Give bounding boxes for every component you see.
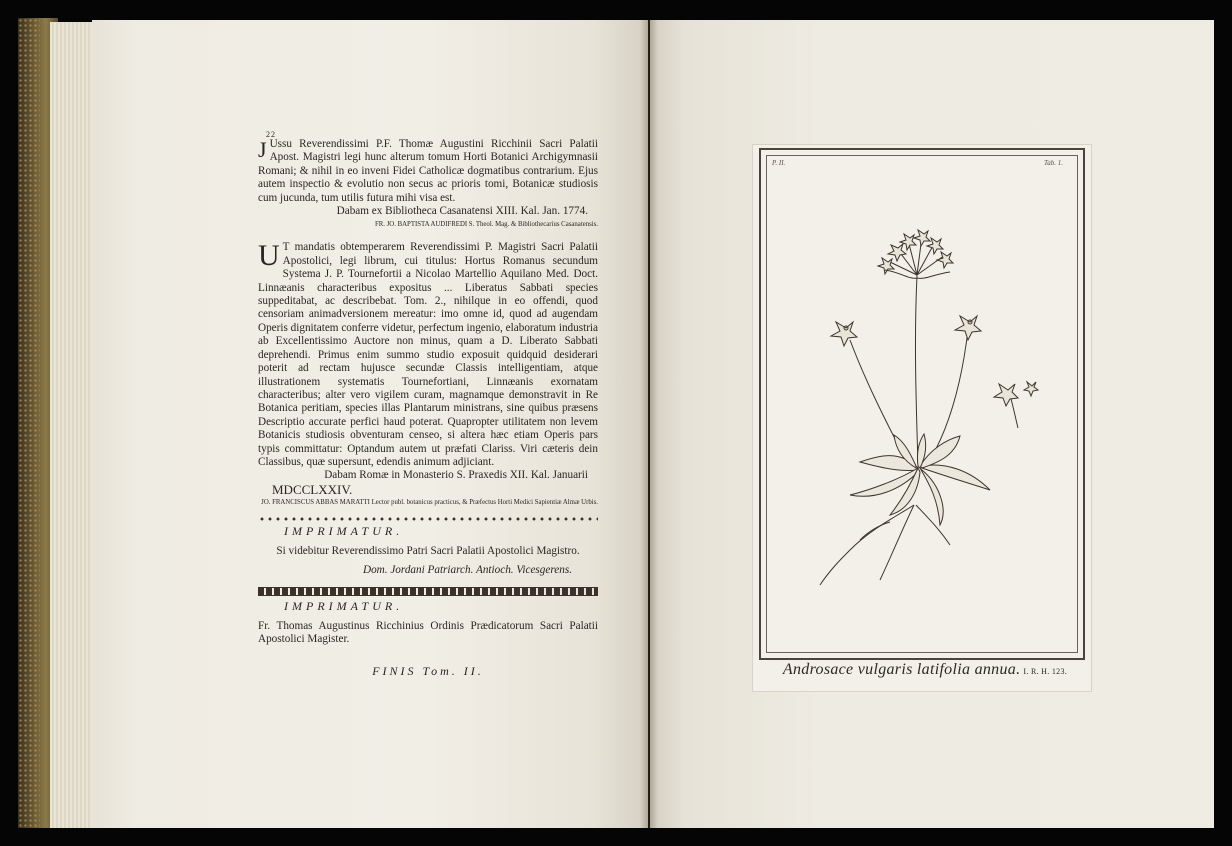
ornament-divider-1 [258,517,598,521]
plate-number: P. II. [772,159,786,167]
signature-maratti: JO. FRANCISCUS ABBAS MARATTI Lector publ. botanicus practicus, & Præfectus Horti Medici Sapientiæ Almæ Urbis. [261,499,598,507]
imprimatur-text-1: Si videbitur Reverendissimo Patri Sacri Palatii Apostolici Magistro. [276,544,580,557]
ornament-divider-2 [258,587,598,596]
caption-reference: I. R. H. 123. [1023,667,1068,676]
approbation-text-2: T mandatis obtemperarem Reverendissimi P. Magistri Sacri Palatii Apostolici, legi librum, cui titulus: Hortus Romanus secundum Systema J. P. Tournefortii a Nicolao Martellio Aquilano Med. Doct. Linnæanis characteribus expositus ... Liberatus Sabbati species suppeditabat, ac describebat. Tom. 2., nihilque in eo offendi, quod censoriam animadversionem mereatur: imo omne id, quod ad augendam Operis dignitatem conferre videtur, perfectum ingenio, elaboratum industria ab Excellentissimo Auctore non minus, quam a D. Liberato Sabbati deprehendi. Primus enim summo studio exposuit quidquid desiderari poterit ad rectam hujusce secundæ Classis intelligentiam, atque illustrationem systematis Tournefortiani, Linnæanis exornatam characteribus; alter vero vigilem curam, magnamque demonstravit in Re Botanica peritiam, species illas Plantarum ministrans, sine quibus præsens Descriptio accurate perfici haud poterat. Quapropter utilitatem non levem Botanicis studiosis obventuram censeo, si altera hæc etiam Operis pars typis committatur: Optandum autem ut præfati Clariss. Viri cæteris dein Classibus, quæ supersunt, edendis animum adjiciant. [258,241,598,468]
approbation-text-1: Ussu Reverendissimi P.F. Thomæ Augustini Ricchinii Sacri Palatii Apost. Magistri legi hunc alterum tomum Horti Botanici Archigymnasii Romani; & nihil in eo inveni Fidei Catholicæ dogmatibus contrarium. Ejus autem inspectio & evolutio non secus ac prioris tomi, Botanicæ studiosis cum jucunda, tum utilis futura mihi visa est. [258,138,598,204]
signature-audifredi: FR. JO. BAPTISTA AUDIFREDI S. Theol. Mag. & Bibliothecarius Casanatensis. [374,221,598,229]
approbation-paragraph-2 [258,241,598,469]
imprimatur-heading-2: IMPRIMATUR. [284,599,404,614]
imprimatur-heading-1: IMPRIMATUR. [284,524,404,539]
plate-caption [770,661,1080,679]
approbation-year-2: MDCCLXXIV. [272,481,353,497]
page-edges [50,22,98,828]
drop-cap-u: U [258,239,280,273]
left-page-text [258,128,598,690]
drop-cap-j: J [258,137,267,162]
approbation-paragraph-1 [258,138,598,205]
finis-line: FINIS Tom. II. [372,663,484,678]
imprimatur-signature-1: Dom. Jordani Patriarch. Antioch. Vicesgerens. [362,563,572,576]
imprimatur-text-2: Fr. Thomas Augustinus Ricchinius Ordinis Prædicatorum Sacri Palatii Apostolici Magister. [258,619,598,646]
caption-species-name: Androsace vulgaris latifolia annua. [782,661,1021,678]
approbation-date-2: Dabam Romæ in Monasterio S. Praxedis XII. Kal. Januarii [324,469,588,482]
page-number: 22 [266,130,276,139]
plate-tab-label: Tab. 1. [1044,159,1064,167]
cover-texture [18,18,40,828]
book-gutter [640,20,658,828]
approbation-date-1: Dabam ex Bibliotheca Casanatensi XIII. Kal. Jan. 1774. [336,205,588,218]
androsace-plant-illustration [790,200,1050,600]
